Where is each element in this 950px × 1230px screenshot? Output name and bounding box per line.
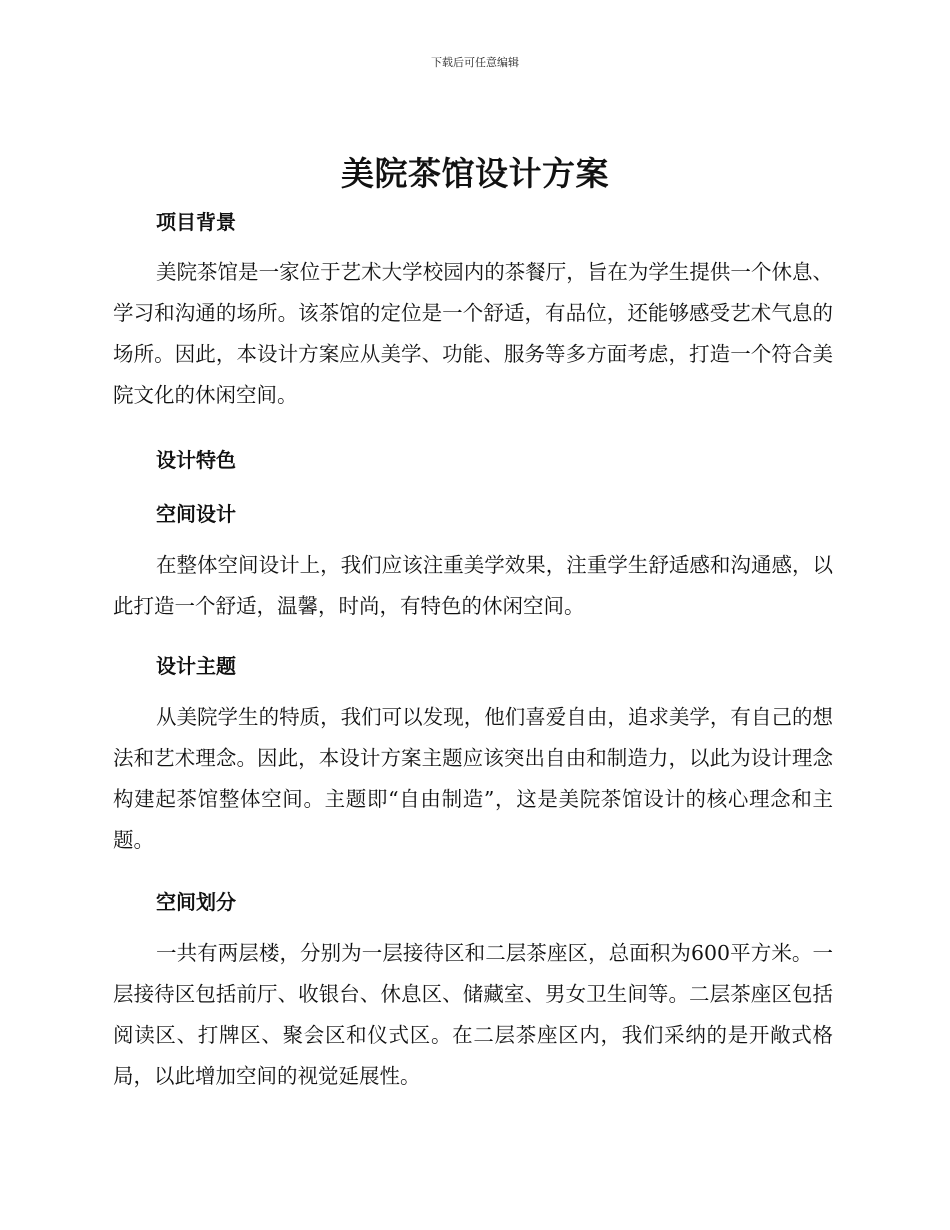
section-heading-space-division: 空间划分 [156,890,236,914]
section-paragraph-space-division: 一共有两层楼，分别为一层接待区和二层茶座区，总面积为600平方米。一层接待区包括前厅、收银台、休息区、储藏室、男女卫生间等。二层茶座区包括阅读区、打牌区、聚会区和仪式区。在二层茶座区内，我们采纳的是开敞式格局，以此增加空间的视觉延展性。 [113,941,833,1088]
section-heading-design-features: 设计特色 [156,448,236,472]
section-paragraph-design-theme: 从美院学生的特质，我们可以发现，他们喜爱自由，追求美学，有自己的想法和艺术理念。因此，本设计方案主题应该突出自由和制造力，以此为设计理念构建起茶馆整体空间。主题即“自由制造”，这是美院茶馆设计的核心理念和主题。 [113,705,833,852]
header-note: 下载后可任意编辑 [431,56,519,69]
section-heading-project-background: 项目背景 [156,210,236,234]
document-title: 美院茶馆设计方案 [341,154,609,193]
section-paragraph-project-background: 美院茶馆是一家位于艺术大学校园内的茶餐厅，旨在为学生提供一个休息、学习和沟通的场所。该茶馆的定位是一个舒适，有品位，还能够感受艺术气息的场所。因此，本设计方案应从美学、功能、服务等多方面考虑，打造一个符合美院文化的休闲空间。 [113,260,833,407]
section-heading-space-design: 空间设计 [156,502,236,526]
section-heading-design-theme: 设计主题 [156,654,236,678]
section-paragraph-space-design: 在整体空间设计上，我们应该注重美学效果，注重学生舒适感和沟通感，以此打造一个舒适，温馨，时尚，有特色的休闲空间。 [113,553,833,618]
